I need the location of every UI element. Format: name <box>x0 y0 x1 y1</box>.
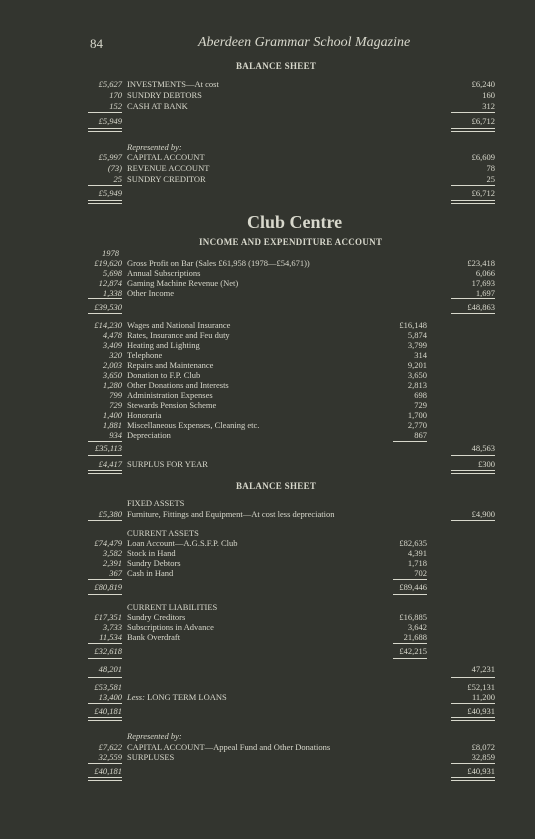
row-label: SUNDRY CREDITOR <box>127 174 206 184</box>
row-label: CURRENT LIABILITIES <box>127 602 218 612</box>
prev-year-value: £4,417 <box>98 459 122 469</box>
row-label: Loan Account—A.G.S.F.P. Club <box>127 538 238 548</box>
prev-year-value: 48,201 <box>98 664 122 674</box>
total-row <box>0 766 535 777</box>
current-total: £40,931 <box>467 766 495 776</box>
current-total: 48,563 <box>471 443 495 453</box>
rule <box>451 185 495 186</box>
prev-year-total: £35,113 <box>95 443 122 453</box>
current-total: £48,863 <box>467 302 495 312</box>
subtotal-value: £16,148 <box>399 320 427 330</box>
prev-year-value: 2,003 <box>102 360 122 370</box>
row-label: INVESTMENTS—At cost <box>127 79 219 89</box>
table-row <box>0 174 535 185</box>
prev-year-value: 13,400 <box>98 692 122 702</box>
double-rule <box>451 717 495 721</box>
subtotal-value: 729 <box>414 400 427 410</box>
subtotal-value: £82,635 <box>399 538 427 548</box>
current-value: 11,200 <box>471 692 495 702</box>
subtotal-value: £16,885 <box>399 612 427 622</box>
year-label: 1978 <box>102 248 119 258</box>
row-label <box>127 692 227 703</box>
table-row <box>0 101 535 112</box>
total-row <box>0 706 535 717</box>
subtotal-value: 2,813 <box>407 380 427 390</box>
row-label: REVENUE ACCOUNT <box>127 163 210 173</box>
row-label: Other Donations and Interests <box>127 380 229 390</box>
prev-year-value: 5,698 <box>102 268 122 278</box>
prev-year-value: 3,733 <box>102 622 122 632</box>
subtotal-value: 314 <box>414 350 427 360</box>
row-label: Honoraria <box>127 410 162 420</box>
subtotal-total: £89,446 <box>399 582 427 592</box>
prev-year-value: 1,400 <box>102 410 122 420</box>
row-label: CAPITAL ACCOUNT <box>127 152 205 162</box>
prev-year-value: 1,338 <box>102 288 122 298</box>
rule <box>451 112 495 113</box>
current-value: 160 <box>482 90 495 100</box>
expense-row <box>0 430 535 441</box>
prev-year-value: 3,650 <box>102 370 122 380</box>
subtotal-value: 3,642 <box>407 622 427 632</box>
rule <box>88 298 122 299</box>
prev-year-value: 1,280 <box>102 380 122 390</box>
subtotal-value: 3,799 <box>407 340 427 350</box>
current-value: £300 <box>478 459 495 469</box>
prev-year-value: £5,380 <box>98 509 122 519</box>
prev-year-total: £40,181 <box>94 706 122 716</box>
prev-year-value: £14,230 <box>94 320 122 330</box>
row-label: Sundry Creditors <box>127 612 186 622</box>
double-rule <box>451 200 495 204</box>
total-row <box>0 188 535 199</box>
rule <box>88 643 122 644</box>
prev-year-value: 2,391 <box>102 558 122 568</box>
prev-year-value: 25 <box>113 174 122 184</box>
table-row <box>0 163 535 174</box>
prev-year-value: 934 <box>109 430 122 440</box>
balance-sheet-heading: BALANCE SHEET <box>236 481 317 491</box>
row-label: SURPLUSES <box>127 752 175 762</box>
less-label: Less: <box>127 692 145 702</box>
table-row <box>0 568 535 579</box>
row-label: SURPLUS FOR YEAR <box>127 459 208 469</box>
rule <box>451 313 495 314</box>
row-label: Subscriptions in Advance <box>127 622 214 632</box>
total-row <box>0 582 535 593</box>
table-row <box>0 152 535 163</box>
rule <box>393 579 427 580</box>
row-label: Depreciation <box>127 430 171 440</box>
row-label: Wages and National Insurance <box>127 320 231 330</box>
prev-year-total: £32,618 <box>94 646 122 656</box>
double-rule <box>451 777 495 781</box>
row-label: Repairs and Maintenance <box>127 360 214 370</box>
prev-year-value: £53,581 <box>94 682 122 692</box>
rule <box>88 594 122 595</box>
prev-year-value: 320 <box>109 350 122 360</box>
current-total: £40,931 <box>467 706 495 716</box>
row-label-text: LONG TERM LOANS <box>147 692 227 702</box>
row-label: Represented by: <box>127 731 182 741</box>
rule <box>451 677 495 678</box>
double-rule <box>451 128 495 132</box>
prev-year-value: £74,479 <box>94 538 122 548</box>
prev-year-value: £5,997 <box>98 152 122 162</box>
rule <box>88 677 122 678</box>
double-rule <box>88 128 122 132</box>
double-rule <box>88 777 122 781</box>
current-value: 17,693 <box>471 278 495 288</box>
rule <box>88 112 122 113</box>
prev-year-value: £7,622 <box>98 742 122 752</box>
prev-year-value: £5,627 <box>98 79 122 89</box>
current-value: £8,072 <box>471 742 495 752</box>
subtotal-value: 5,874 <box>407 330 427 340</box>
row-label: Heating and Lighting <box>127 340 200 350</box>
row-label: Furniture, Fittings and Equipment—At cost less depreciation <box>127 509 335 519</box>
row-label: CURRENT ASSETS <box>127 528 199 538</box>
table-row <box>0 509 535 520</box>
row-label: Administration Expenses <box>127 390 213 400</box>
row-label: Rates, Insurance and Feu duty <box>127 330 230 340</box>
row-label: Cash in Hand <box>127 568 174 578</box>
current-value: £23,418 <box>467 258 495 268</box>
subtotal-value: 1,718 <box>407 558 427 568</box>
current-value: 78 <box>486 163 495 173</box>
current-value: £4,900 <box>471 509 495 519</box>
rule <box>88 185 122 186</box>
prev-year-total: £39,530 <box>94 302 122 312</box>
row-label: Gross Profit on Bar (Sales £61,958 (1978—£54,671)) <box>127 258 310 268</box>
prev-year-value: 3,409 <box>102 340 122 350</box>
prev-year-value: £17,351 <box>94 612 122 622</box>
prev-year-value: 152 <box>109 101 122 111</box>
subtotal-value: 698 <box>414 390 427 400</box>
rule <box>451 455 495 456</box>
rule <box>88 313 122 314</box>
current-value: £6,240 <box>471 79 495 89</box>
row-label: CAPITAL ACCOUNT—Appeal Fund and Other Donations <box>127 742 331 752</box>
row-label: CASH AT BANK <box>127 101 188 111</box>
net-current-row <box>0 664 535 675</box>
rule <box>88 455 122 456</box>
rule <box>88 703 122 704</box>
double-rule <box>88 717 122 721</box>
magazine-title: Aberdeen Grammar School Magazine <box>198 35 411 50</box>
double-rule <box>451 470 495 474</box>
rule <box>88 579 122 580</box>
rule <box>451 703 495 704</box>
surplus-row <box>0 459 535 470</box>
prev-year-value: 32,559 <box>98 752 122 762</box>
total-row <box>0 116 535 127</box>
group-heading <box>0 498 535 509</box>
current-total: £6,712 <box>471 188 495 198</box>
rule <box>393 441 427 442</box>
row-label: Telephone <box>127 350 163 360</box>
row-label: Represented by: <box>127 142 182 152</box>
current-value: 32,859 <box>471 752 495 762</box>
subtotal-value: 9,201 <box>407 360 427 370</box>
subtotal-value: 3,650 <box>407 370 427 380</box>
prev-year-value: (73) <box>107 163 122 173</box>
balance-sheet-heading: BALANCE SHEET <box>236 61 317 71</box>
current-total: £6,712 <box>471 116 495 126</box>
current-value: £6,609 <box>471 152 495 162</box>
row-label: Sundry Debtors <box>127 558 181 568</box>
current-value: 312 <box>482 101 495 111</box>
subtotal-value: 1,700 <box>407 410 427 420</box>
row-label: Miscellaneous Expenses, Cleaning etc. <box>127 420 260 430</box>
rule <box>88 763 122 764</box>
section-title: Club Centre <box>247 212 343 232</box>
total-row <box>0 646 535 657</box>
total-row <box>0 302 535 313</box>
prev-year-value: 12,874 <box>98 278 122 288</box>
table-row <box>0 79 535 90</box>
row-label: Other Income <box>127 288 174 298</box>
rule <box>393 643 427 644</box>
rule <box>88 441 122 442</box>
table-row <box>0 752 535 763</box>
rule <box>88 658 122 659</box>
row-label: Stock in Hand <box>127 548 176 558</box>
table-row <box>0 90 535 101</box>
table-row <box>0 632 535 643</box>
row-label: Bank Overdraft <box>127 632 181 642</box>
subtotal-value: 21,688 <box>403 632 427 642</box>
prev-year-value: 170 <box>109 90 122 100</box>
prev-year-value: 1,881 <box>102 420 122 430</box>
rule <box>451 298 495 299</box>
represented-by-label <box>0 731 535 742</box>
prev-year-value: 367 <box>109 568 122 578</box>
prev-year-total: £40,181 <box>94 766 122 776</box>
current-value: 6,066 <box>475 268 495 278</box>
table-row <box>0 692 535 703</box>
row-label: SUNDRY DEBTORS <box>127 90 202 100</box>
double-rule <box>88 470 122 474</box>
subtotal-total: £42,215 <box>399 646 427 656</box>
total-row <box>0 443 535 454</box>
subtotal-value: 2,770 <box>407 420 427 430</box>
rule <box>451 763 495 764</box>
row-label: Donation to F.P. Club <box>127 370 201 380</box>
current-value: £52,131 <box>467 682 495 692</box>
prev-year-total: £80,819 <box>94 582 122 592</box>
double-rule <box>88 200 122 204</box>
prev-year-value: £19,620 <box>94 258 122 268</box>
prev-year-value: 4,478 <box>102 330 122 340</box>
current-value: 47,231 <box>471 664 495 674</box>
subtotal-value: 4,391 <box>407 548 427 558</box>
subtotal-value: 867 <box>414 430 427 440</box>
prev-year-value: 3,582 <box>102 548 122 558</box>
income-expenditure-heading: INCOME AND EXPENDITURE ACCOUNT <box>199 237 383 247</box>
rule <box>393 594 427 595</box>
prev-year-total: £5,949 <box>98 116 122 126</box>
row-label: Stewards Pension Scheme <box>127 400 217 410</box>
current-value: 25 <box>486 174 495 184</box>
row-label: Annual Subscriptions <box>127 268 201 278</box>
prev-year-value: 729 <box>109 400 122 410</box>
prev-year-total: £5,949 <box>98 188 122 198</box>
current-value: 1,697 <box>475 288 495 298</box>
row-label: FIXED ASSETS <box>127 498 185 508</box>
prev-year-value: 11,534 <box>99 632 122 642</box>
row-label: Gaming Machine Revenue (Net) <box>127 278 239 288</box>
rule <box>393 658 427 659</box>
page-number: 84 <box>90 36 103 51</box>
rule <box>451 520 495 521</box>
rule <box>88 520 122 521</box>
prev-year-value: 799 <box>109 390 122 400</box>
subtotal-value: 702 <box>414 568 427 578</box>
